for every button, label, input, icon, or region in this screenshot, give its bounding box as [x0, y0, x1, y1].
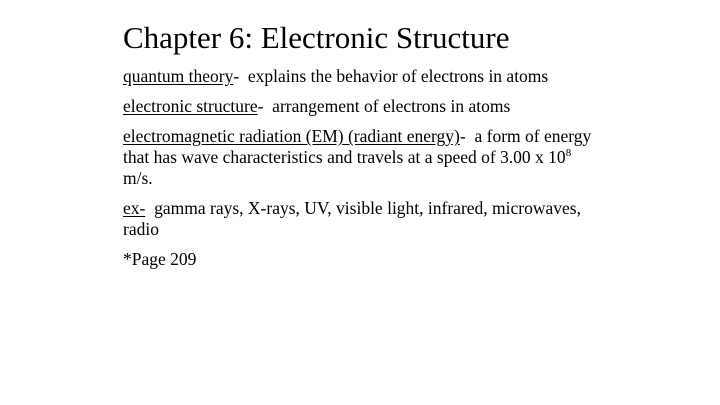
definition-text: arrangement of electrons in atoms — [263, 96, 511, 116]
example-text: gamma rays, X-rays, UV, visible light, infrared, microwaves, radio — [123, 198, 586, 239]
definition-text: a form of energy that has wave characteristics and travels at a speed of 3.00 x 10 — [123, 126, 596, 167]
definition-text: explains the behavior of electrons in atoms — [239, 66, 549, 86]
term-example: ex- — [123, 198, 146, 218]
separator: - — [233, 66, 240, 86]
term-electronic-structure: electronic structure — [123, 96, 258, 116]
term-quantum-theory: quantum theory — [123, 66, 234, 86]
definition-text-after: m/s. — [123, 147, 576, 188]
example-list — [123, 198, 603, 240]
exponent: 8 — [565, 147, 572, 160]
definition-quantum-theory — [123, 66, 603, 87]
slide-title: Chapter 6: Electronic Structure — [123, 20, 510, 55]
definition-electronic-structure — [123, 96, 603, 117]
separator: - — [257, 96, 264, 116]
definition-electromagnetic-radiation — [123, 126, 603, 189]
separator: - — [459, 126, 466, 146]
page-reference: *Page 209 — [123, 249, 197, 269]
slide-body — [123, 66, 603, 279]
term-electromagnetic-radiation: electromagnetic radiation (EM) (radiant energy) — [123, 126, 460, 146]
